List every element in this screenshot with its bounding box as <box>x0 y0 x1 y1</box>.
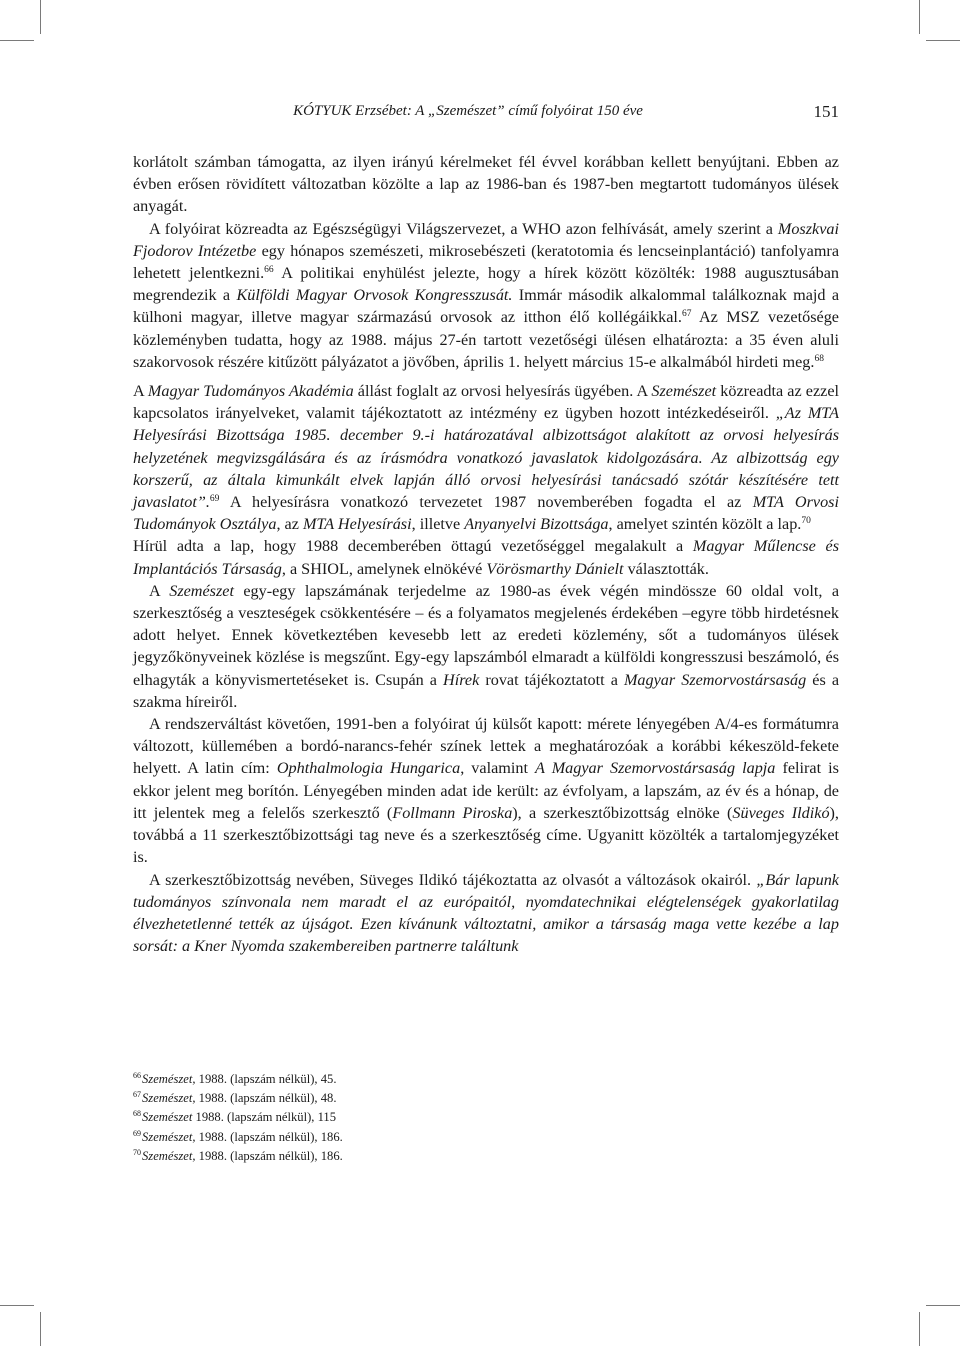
footnote-ref-69[interactable]: 69 <box>209 494 220 505</box>
text-run: Az MSZ vezetősége közleményben tudatta, hogy az 1988. május 27-én tartott vezetőségi ülésen elhatározta: a 35 éven aluli szakorvosok részére kitűzött pályázatot a jövőben, április 1. helyett március 15-e alkalmából hirdeti meg. <box>133 308 839 371</box>
text-run: választották. <box>623 559 709 578</box>
footnote-source: Szemészet, <box>142 1148 196 1163</box>
italic-run: Moszkvai Fjodorov Intézetbe <box>133 219 839 260</box>
text-run: állást foglalt az orvosi helyesírás ügyében. A <box>353 382 652 401</box>
italic-run: Hírek <box>443 670 480 689</box>
crop-mark-bottom-left <box>40 1312 41 1346</box>
text-run: Immár második alkalommal találkoznak majd a külhoni magyar, illetve magyar származású orvosok az itthon élő kollégáikkal. <box>133 286 839 327</box>
footnote-67 <box>133 1089 839 1108</box>
running-head: KÓTYUK Erzsébet: A „Szemészet” című folyóirat 150 éve <box>293 103 643 119</box>
footnote-70 <box>133 1147 839 1166</box>
paragraph-6 <box>133 713 839 868</box>
article-body <box>133 151 839 957</box>
paragraph-7 <box>133 869 839 958</box>
footnote-number: 70 <box>133 1147 141 1157</box>
text-run: Hírül adta a lap, hogy 1988 decemberében öttagú vezetőséggel megalakult a <box>133 537 693 556</box>
footnote-ref-68[interactable]: 68 <box>814 353 824 364</box>
footnote-source: Szemészet, <box>142 1091 196 1106</box>
italic-run: Magyar Szemorvostársaság <box>623 670 807 689</box>
text-run: A szerkesztőbizottság nevében, Süveges Ildikó tájékoztatta az olvasót a változások okairól. <box>149 870 757 889</box>
footnote-69 <box>133 1128 839 1147</box>
footnote-source: Szemészet, <box>142 1129 196 1144</box>
italic-run: Szemészet <box>651 382 717 401</box>
text-run: , illetve <box>411 515 465 534</box>
italic-run: Magyar Műlencse és Implantációs Társaság <box>133 537 839 578</box>
crop-mark-right-top <box>926 40 960 41</box>
italic-run: MTA Helyesírási <box>302 515 412 534</box>
footnote-68 <box>133 1108 839 1127</box>
paragraph-1: korlátolt számban támogatta, az ilyen irányú kérelmeket fél évvel korábban kellett benyújtani. Ebben az évben erősen rövidített változatban közölte a lap az 1986-ban és 1987-ben megtartott tudományos ülések anyagát. <box>133 153 839 216</box>
footnote-source: Szemészet, <box>142 1072 196 1086</box>
text-run: felirat is ekkor jelent meg borítón. Lényegében minden adat ide került: az évfolyam, a lapszám, az év és a hónap, de itt jelentek meg a felelős szerkesztő ( <box>133 759 839 822</box>
crop-mark-top-left <box>40 0 41 34</box>
footnote-text: 1988. (lapszám nélkül), 45. <box>195 1072 337 1086</box>
crop-mark-bottom-right <box>919 1312 920 1346</box>
crop-mark-left-top <box>0 40 34 41</box>
text-run: közreadta az ezzel kapcsolatos irányelveket, valamit tájékoztatott az intézmény ez ügyben hozott intézkedéseiről. <box>133 382 840 423</box>
footnote-number: 67 <box>133 1090 141 1100</box>
italic-run: A Magyar Szemorvostársaság lapja <box>535 759 776 778</box>
text-run: ), továbbá a 11 szerkesztőbizottsági tag neve és a szerkesztőség címe. Ugyanitt közölték a tartalomjegyzéket is. <box>133 803 839 867</box>
footnote-number: 69 <box>133 1128 141 1138</box>
footnotes <box>133 1070 839 1166</box>
italic-run: Follmann Piroska <box>392 803 513 822</box>
crop-mark-right-bottom <box>926 1305 960 1306</box>
paragraph-2 <box>133 218 839 373</box>
text-run: egy hónapos szemészeti, mikrosebészeti (keratotomia és lencseinplantáció) tanfolyamra lehetett jelentkezni. <box>133 241 840 283</box>
text-run: A rendszerváltást követően, 1991-ben a folyóirat új külsőt kapott: mérete lényegében A/4-es formátumra változott, küllemében a bordó-narancs-fehér színek lettek a meghatározóak a korábbi kékeszöld-fekete helyett. A latin cím: <box>133 715 839 778</box>
italic-run: Vörösmarthy Dánielt <box>486 559 624 578</box>
text-run: egy-egy lapszámának terjedelme az 1980-as évek végén mindössze 60 oldal volt, a szerkesztőség a veszteségek csökkentésére – és a folyamatos megjelenés érdekében –egyre több hirdetésnek adott helyet. Ennek következtében kevesebb lett az eredeti közlemény, sőt a tudományos ülések jegyzőkönyveinek közlése is megszűnt. Egy-egy lapszámból elmaradt a külföldi kongresszusi beszámoló, és elhagyták a könyvismertetéseket is. Csupán a <box>133 581 840 689</box>
italic-run: Külföldi Magyar Orvosok Kongresszusát. <box>236 286 513 305</box>
text-run: A <box>133 382 148 401</box>
page-header <box>133 101 839 125</box>
footnote-66 <box>133 1070 839 1089</box>
footnote-ref-70[interactable]: 70 <box>801 516 811 527</box>
paragraph-4 <box>133 535 839 579</box>
crop-mark-top-right <box>919 0 920 34</box>
text-run: rovat tájékoztatott a <box>479 670 624 689</box>
crop-mark-left-bottom <box>0 1305 34 1306</box>
footnote-text: 1988. (lapszám nélkül), 48. <box>195 1091 337 1106</box>
text-run: és a szakma híreiről. <box>133 670 840 711</box>
italic-run: Szemészet <box>169 581 234 600</box>
paragraph-5 <box>133 580 839 713</box>
text-run: , az <box>276 515 303 534</box>
footnote-ref-66[interactable]: 66 <box>264 265 274 276</box>
footnote-ref-67[interactable]: 67 <box>681 309 692 320</box>
italic-run: Magyar Tudományos Akadémia <box>147 382 354 401</box>
text-run: , a SHIOL, amelynek elnökévé <box>281 559 487 578</box>
text-run: A politikai enyhülést jelezte, hogy a hírek között közölték: 1988 augusztusában megrendezik a <box>133 264 839 305</box>
italic-run: MTA Orvosi Tudományok Osztálya <box>133 493 839 534</box>
italic-run: Anyanyelvi Bizottsága <box>464 515 609 534</box>
text-run: A helyesírásra vonatkozó tervezetet 1987 novemberében fogadta el az <box>219 493 753 512</box>
italic-run: Ophthalmologia Hungarica <box>276 759 461 778</box>
text-run: ), a szerkesztőbizottság elnöke ( <box>512 803 733 822</box>
text-run: A folyóirat közreadta az Egészségügyi Világszervezet, a WHO azon felhívását, amely szerint a <box>149 219 778 238</box>
text-run: A <box>149 581 170 600</box>
footnote-text: 1988. (lapszám nélkül), 186. <box>195 1148 343 1163</box>
page-number: 151 <box>813 102 839 121</box>
text-run: , amelyet szintén közölt a lap. <box>608 515 802 534</box>
italic-quote: „Bár lapunk tudományos színvonala nem maradt el az európaitól, nyomdatechnikai elégtelenségek gyakorlatilag élvezhetetlenné tették az újságot. Ezen kívánunk változtatni, amikor a társaság maga vette kezébe a lap sorsát: a Kner Nyomda szakembereiben partnerre találtunk <box>133 870 839 956</box>
italic-run: Süveges Ildikó <box>732 803 830 822</box>
footnote-number: 66 <box>133 1071 141 1080</box>
footnote-text: 1988. (lapszám nélkül), 115 <box>192 1110 337 1125</box>
footnote-text: 1988. (lapszám nélkül), 186. <box>195 1129 343 1144</box>
italic-quote: „Az MTA Helyesírási Bizottsága 1985. december 9.-i határozatával albizottságot alakított az orvosi helyesírás helyzetének megvizsgálására és az írásmódra vonatkozó javaslatok kidolgozására. Az albizottság egy korszerű, az általa kimunkált elvek lapján álló orvosi helyesírási tanácsadó szótár készítésére tett javaslatot”. <box>133 404 839 512</box>
footnote-source: Szemészet <box>142 1110 193 1125</box>
paragraph-3 <box>133 380 839 535</box>
footnote-number: 68 <box>133 1109 141 1119</box>
text-run: , valamint <box>460 759 536 778</box>
